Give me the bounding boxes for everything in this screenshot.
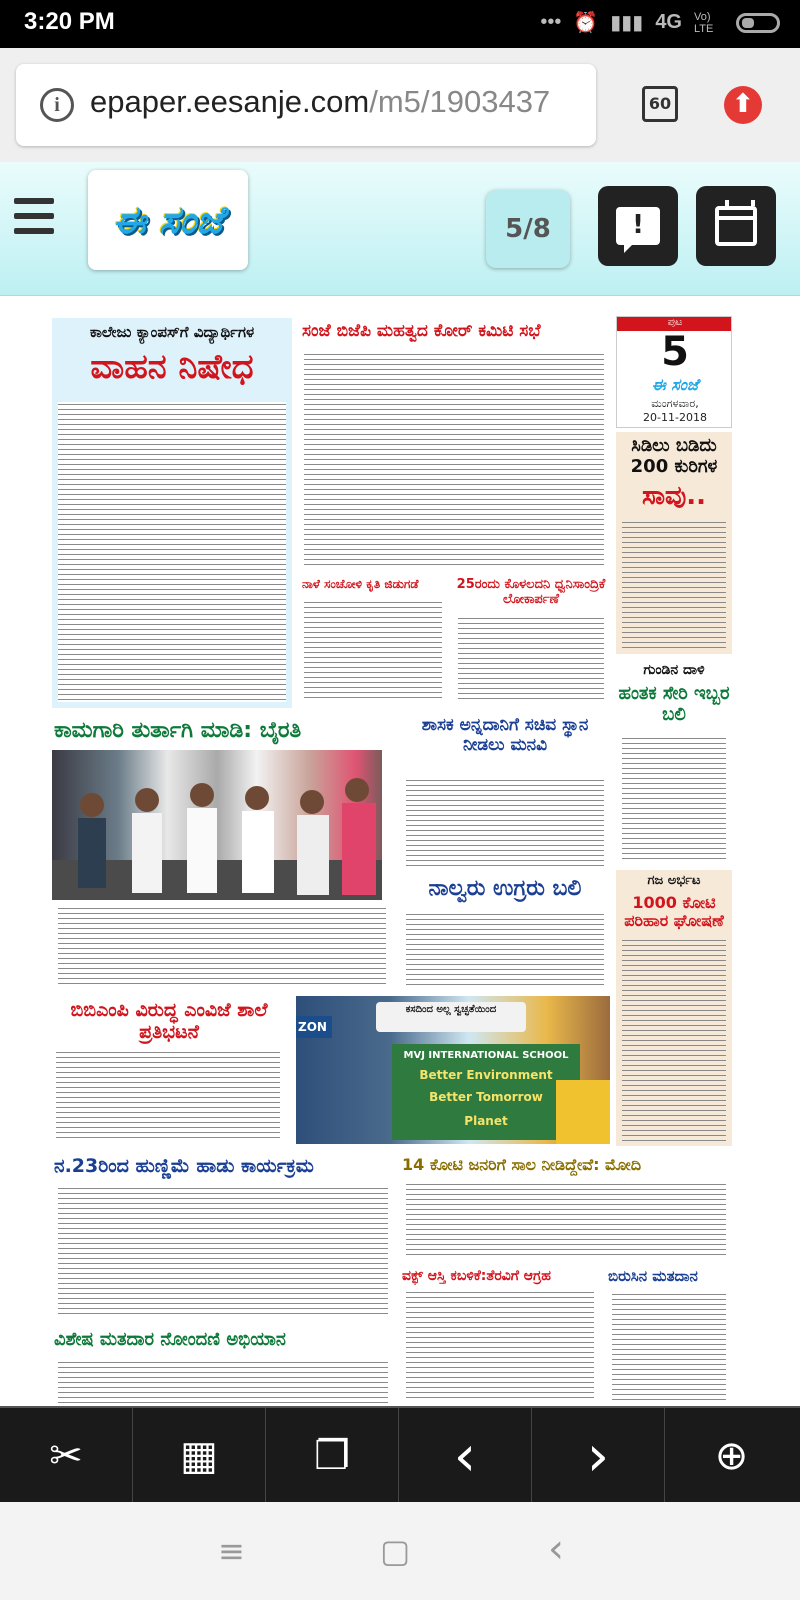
article-body (622, 938, 726, 1142)
status-icons (540, 10, 780, 35)
article-body (406, 1182, 726, 1256)
article-headline: 25ರಂದು ಕೊಳಲದನಿ ಧ್ವನಿಸಾಂದ್ರಿಕೆ ಲೋಕಾರ್ಪಣೆ (456, 577, 606, 607)
feedback-button[interactable] (598, 186, 678, 266)
article-headline: ನಾಲ್ವರು ಉಗ್ರರು ಬಲಿ (428, 876, 582, 901)
feedback-icon: ! (616, 207, 660, 245)
masthead-day: ಮಂಗಳವಾರ, (651, 397, 699, 410)
article-body (622, 736, 726, 860)
volte-icon: Vo) LTE (694, 10, 714, 35)
url-path: /m5/1903437 (369, 84, 551, 119)
tabs-button[interactable]: 60 (642, 86, 678, 122)
article-body (58, 1186, 388, 1318)
article-body (304, 352, 604, 566)
app-logo[interactable] (88, 170, 248, 270)
previous-page-button[interactable] (399, 1408, 532, 1504)
zoom-icon: ⊕ (714, 1433, 749, 1479)
thumbnails-button[interactable] (133, 1408, 266, 1504)
menu-icon[interactable] (14, 198, 54, 234)
page-masthead (616, 316, 732, 428)
pages-icon: ❐ (314, 1433, 350, 1479)
home-nav-icon[interactable]: ▢ (380, 1532, 411, 1570)
article-book-release[interactable] (298, 576, 448, 706)
zoom-button[interactable] (665, 1408, 798, 1504)
article-vehicle-ban[interactable] (52, 318, 292, 708)
info-icon[interactable]: i (40, 88, 74, 122)
upload-icon[interactable]: ⬆ (724, 86, 762, 124)
battery-icon (736, 13, 780, 33)
article-body (612, 1292, 726, 1402)
article-headline: 1000 ಕೋಟಿ ಪರಿಹಾರ ಘೋಷಣೆ (624, 893, 724, 931)
article-headline: ವಿಶೇಷ ಮತದಾರ ನೋಂದಣಿ ಅಭಿಯಾನ (54, 1329, 286, 1350)
article-wakf-property[interactable] (400, 1266, 600, 1406)
scissors-icon: ✂ (49, 1433, 83, 1479)
article-kicker: ಗಜ ಅರ್ಭಟ (647, 873, 701, 888)
address-bar[interactable] (16, 64, 596, 146)
chevron-left-icon: ‹ (453, 1423, 477, 1489)
article-shooting[interactable] (616, 658, 732, 864)
menu-nav-icon[interactable]: ≡ (218, 1532, 245, 1570)
article-body (58, 1360, 388, 1404)
article-voting[interactable] (606, 1266, 732, 1406)
article-headline: ಬಿರುಸಿನ ಮತದಾನ (608, 1267, 698, 1285)
banner-line-2: Better Tomorrow (429, 1090, 543, 1104)
page-label: ಪುಟ (617, 317, 732, 331)
article-body (406, 1290, 594, 1402)
article-body (56, 1050, 280, 1142)
article-flute-release[interactable] (452, 576, 610, 706)
article-terrorists[interactable] (400, 874, 610, 992)
grid-icon: ▦ (180, 1433, 218, 1479)
reader-toolbar (0, 1406, 800, 1502)
article-body (458, 616, 604, 702)
network-type: 4G (655, 11, 682, 33)
signal-icon: ▮▮▮ (610, 12, 644, 34)
article-headline: ಸಿಡಿಲು ಬಡಿದು 200 ಕುರಿಗಳ (630, 435, 718, 477)
article-headline: ನಾಳೆ ಸಂಚೋಳಿ ಕೃತಿ ಜಿಡುಗಡೆ (302, 577, 419, 591)
article-headline: ಬಿಬಿಎಂಪಿ ವಿರುದ್ಧ ಎಂವಿಜೆ ಶಾಲೆ ಪ್ರತಿಭಟನೆ (70, 999, 268, 1043)
article-kicker: ಕಾಲೇಜು ಕ್ಯಾಂಪಸ್‌ಗೆ ವಿದ್ಯಾರ್ಥಿಗಳ (89, 323, 255, 341)
article-bjp-meeting[interactable] (298, 318, 610, 570)
back-nav-icon[interactable]: ‹ (548, 1526, 564, 1572)
url-text[interactable] (90, 84, 590, 120)
article-headline: ಶಾಸಕ ಅನ್ನದಾನಿಗೆ ಸಚಿವ ಸ್ಥಾನ ನೀಡಲು ಮನವಿ (421, 715, 589, 755)
page-indicator[interactable]: 5/8 (486, 190, 570, 268)
article-headline: ವಾಹನ ನಿಷೇಧ (90, 347, 254, 387)
article-byrathi[interactable] (52, 714, 392, 992)
masthead-paper-name: ಈ ಸಂಜೆ (651, 375, 699, 394)
epaper-page[interactable] (0, 296, 800, 1406)
article-modi-loans[interactable] (400, 1152, 732, 1260)
article-mvj-protest[interactable] (52, 996, 610, 1146)
article-lightning[interactable] (616, 432, 732, 654)
article-headline: ಸಂಜೆ ಬಿಜೆಪಿ ಮಹತ್ವದ ಕೋರ್ ಕಮಿಟಿ ಸಭೆ (302, 321, 541, 341)
status-bar (0, 0, 800, 48)
article-headline-2: ಹಂತಕ ಸೇರಿ ಇಬ್ಬರ ಬಲಿ (618, 683, 730, 725)
article-headline: ಕಾಮಗಾರಿ ತುರ್ತಾಗಿ ಮಾಡಿ: ಬೈರತಿ (54, 718, 302, 743)
article-headline: ನ.23ರಿಂದ ಹುಣ್ಣಿಮೆ ಹಾಡು ಕಾರ್ಯಕ್ರಮ (54, 1155, 314, 1177)
banner-line-1: Better Environment (419, 1068, 553, 1082)
notification-dots: ••• (540, 11, 562, 33)
logo-text: ಈ ಸಂಜೆ (112, 197, 224, 242)
article-body (304, 600, 442, 702)
chevron-right-icon: › (586, 1423, 610, 1489)
protest-sign-left: ZON (298, 1020, 327, 1034)
protest-photo[interactable] (296, 996, 610, 1144)
pages-button[interactable] (266, 1408, 399, 1504)
next-page-button[interactable] (532, 1408, 665, 1504)
article-headline: 14 ಕೋಟಿ ಜನರಿಗೆ ಸಾಲ ನೀಡಿದ್ದೇವೆ: ಮೋದಿ (402, 1155, 642, 1174)
protest-sign-text: ಕಸದಿಂದ ಅಲ್ಲ ಸ್ವಚ್ಛತೆಯಿಂದ (405, 1004, 497, 1015)
alarm-icon: ⏰ (573, 12, 599, 34)
clip-button[interactable] (0, 1408, 133, 1504)
article-gaja-relief[interactable] (616, 870, 732, 1146)
calendar-icon (715, 206, 757, 246)
status-time: 3:20 PM (24, 8, 115, 35)
article-body (406, 912, 604, 988)
article-body (406, 778, 604, 870)
photo-people (52, 750, 382, 900)
system-nav-bar (0, 1502, 800, 1600)
page-number: 5 (661, 329, 689, 375)
article-minister-post[interactable] (400, 714, 610, 874)
banner-line-3: Planet (464, 1114, 508, 1128)
calendar-button[interactable] (696, 186, 776, 266)
url-domain: epaper.eesanje.com (90, 84, 370, 119)
article-photo[interactable] (52, 750, 382, 900)
article-voter-registration[interactable] (52, 1326, 394, 1406)
article-headline-2: ಸಾವು.. (642, 481, 706, 511)
browser-toolbar (0, 48, 800, 162)
article-body (58, 906, 386, 988)
article-body (622, 520, 726, 648)
article-headline: ಗುಂಡಿನ ದಾಳಿ (643, 662, 705, 678)
app-header (0, 162, 800, 296)
article-hunnime-hadu[interactable] (52, 1152, 394, 1322)
article-body (58, 402, 286, 702)
banner-school: MVJ INTERNATIONAL SCHOOL (403, 1050, 569, 1061)
masthead-date: 20-11-2018 (643, 411, 707, 424)
article-headline: ವಕ್ಫ್ ಆಸ್ತಿ ಕಬಳಿಕೆ:ತೆರವಿಗೆ ಆಗ್ರಹ (402, 1268, 551, 1284)
